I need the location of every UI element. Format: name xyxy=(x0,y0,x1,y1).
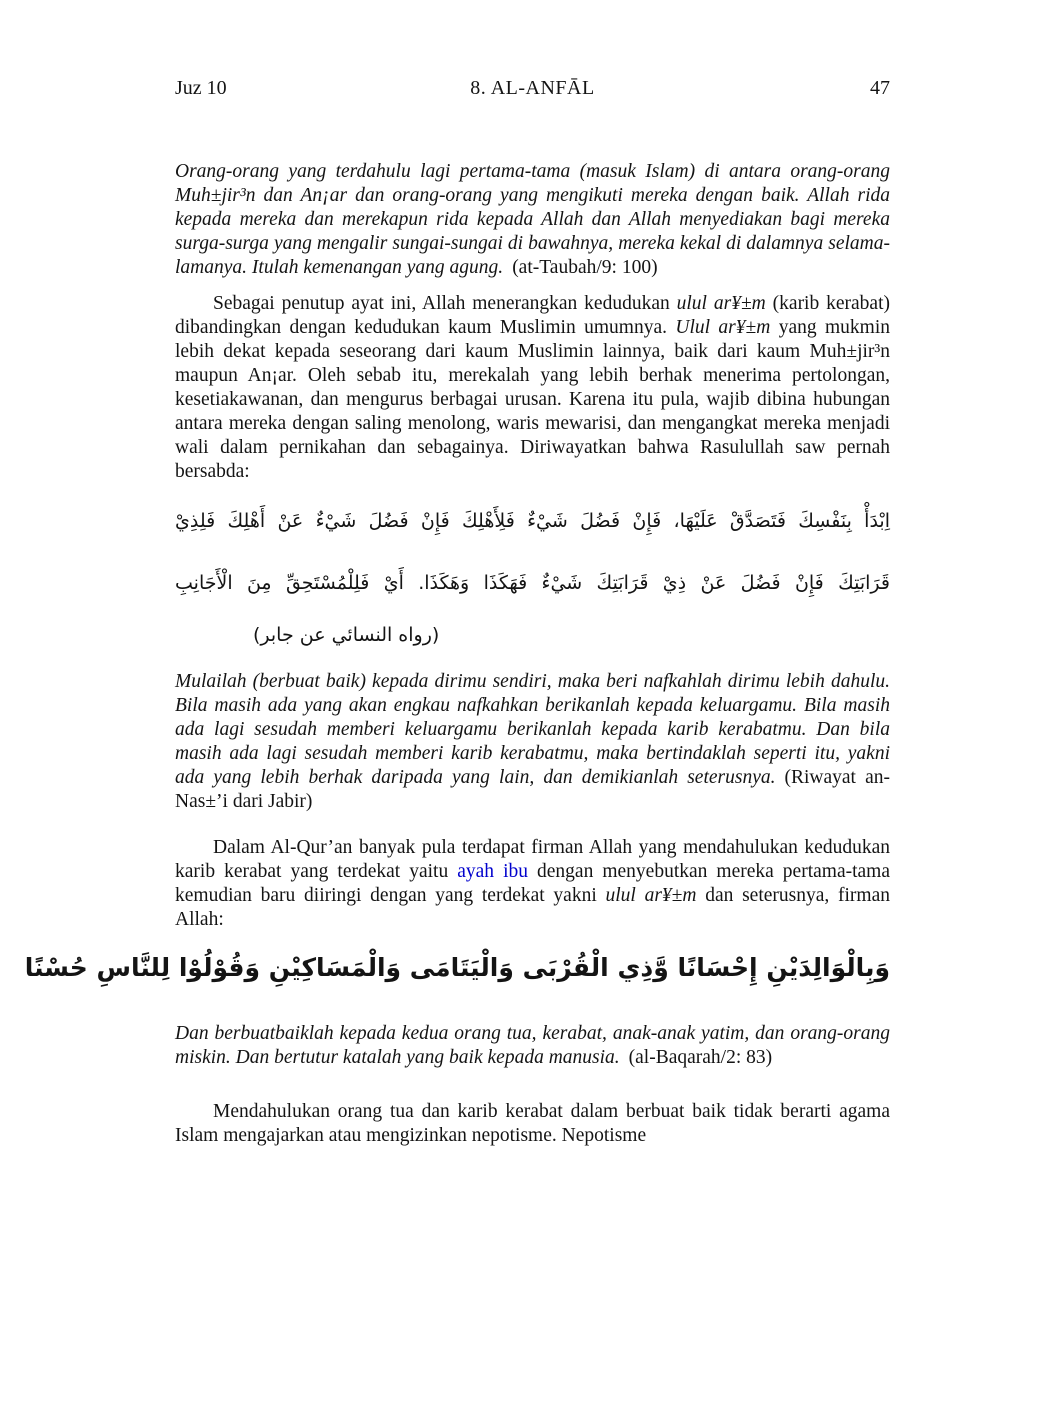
translation-al-baqarah-2-83 xyxy=(175,1022,890,1070)
hadith-arabic-line-2: قَرَابَتِكَ فَإِنْ فَضُلَ عَنْ ذِيْ قَرَابَتِكَ شَيْءٌ فَهَكَذَا وَهَكَذَا. أَيْ فَلِلْمُسْتَحِقِّ مِنَ الْأَجَانِبِ xyxy=(175,572,890,594)
juz-label: Juz 10 xyxy=(175,77,227,99)
verse-reference: (at-Taubah/9: 100) xyxy=(512,257,658,278)
translation-text: Orang-orang yang terdahulu lagi pertama-tama (masuk Islam) di antara orang-orang Muh±jir³n dan An¡ar dan orang-orang yang mengikuti mereka dengan baik. Allah rida kepada mereka dan merekapun rida kepada Allah dan Allah menyediakan bagi mereka surga-surga yang mengalir sungai-sungai di bawahnya, mereka kekal di dalamnya selama-lamanya. Itulah kemenangan yang agung. xyxy=(175,161,890,278)
surah-title: 8. AL-ANFĀL xyxy=(470,77,595,99)
term-ulul-arham: ulul ar¥±m xyxy=(676,293,766,314)
commentary-paragraph-2 xyxy=(175,836,890,932)
verse-reference: (al-Baqarah/2: 83) xyxy=(628,1047,773,1068)
commentary-run: dengan menyebutkan mereka pertama-tama kemudian baru diiringi dengan yang terdekat yakni xyxy=(175,861,890,906)
commentary-paragraph-1 xyxy=(175,292,890,484)
translation-text: Dan berbuatbaiklah kepada kedua orang tua, kerabat, anak-anak yatim, dan orang-orang miskin. Dan bertutur katalah yang baik kepada manusia. xyxy=(175,1023,890,1068)
commentary-run: dan seterusnya, firman Allah: xyxy=(175,885,890,930)
page-body xyxy=(24,160,890,1148)
term-ulul-arham: Ulul ar¥±m xyxy=(675,317,771,338)
commentary-run: yang mukmin lebih dekat kepada seseorang dari kaum Muslimin lainnya, baik dari kaum Muh±jir³n maupun An¡ar. Oleh sebab itu, merekalah yang lebih berhak menerima pertolongan, kesetiakawanan, dan mengurus berbagai urusan. Karena itu pula, wajib dibina hubungan antara mereka dengan saling menolong, waris mewarisi, dan mengangkat mereka menjadi wali dalam pernikahan dan sebagainya. Diriwayatkan bahwa Rasulullah saw pernah bersabda: xyxy=(175,317,890,482)
commentary-run: (karib kerabat) dibandingkan dengan kedudukan kaum Muslimin umumnya. xyxy=(175,293,890,338)
translation-at-taubah-9-100 xyxy=(175,160,890,280)
translation-text: Mulailah (berbuat baik) kepada dirimu sendiri, maka beri nafkahlah dirimu lebih dahulu. Bila masih ada yang akan engkau nafkahkan berikanlah kepada keluargamu. Bila masih ada lagi sesudah memberi keluargamu berikanlah kepada karib kerabatmu. Dan bila masih ada lagi sesudah memberi karib kerabatmu, maka bertindaklah seperti itu, yakni ada yang lebih berhak daripada yang lain, dan demikianlah seterusnya. xyxy=(175,671,890,788)
quran-verse-arabic: وَبِالْوَالِدَيْنِ إِحْسَانًا وَّذِي الْقُرْبَى وَالْيَتَامَى وَالْمَسَاكِيْنِ وَقُوْلُوْا لِلنَّاسِ حُسْنًا xyxy=(24,953,890,982)
hadith-reference: (Riwayat an-Nas±’i dari Jabir) xyxy=(175,767,890,812)
commentary-run: Sebagai penutup ayat ini, Allah menerangkan kedudukan xyxy=(213,293,677,314)
hadith-arabic-line-1: اِبْدَأْ بِنَفْسِكَ فَتَصَدَّقْ عَلَيْهَا، فَإِنْ فَضُلَ شَيْءٌ فَلِأَهْلِكَ فَإِنْ فَضُلَ شَيْءٌ عَنْ أَهْلِكَ فَلِذِيْ xyxy=(175,510,890,532)
running-header xyxy=(175,76,890,100)
commentary-run: Mendahulukan orang tua dan karib kerabat dalam berbuat baik tidak berarti agama Islam mengajarkan atau mengizinkan nepotisme. Nepotisme xyxy=(175,1101,890,1146)
commentary-paragraph-3 xyxy=(175,1100,890,1148)
hadith-attribution-text: (رواه النسائي عن جابر) xyxy=(253,624,440,646)
hadith-arabic xyxy=(175,490,890,614)
hadith-translation xyxy=(175,670,890,814)
commentary-run: Dalam Al-Qur’an banyak pula terdapat firman Allah yang mendahulukan kedudukan karib kerabat yang terdekat yaitu xyxy=(175,837,890,882)
term-ulul-arham: ulul ar¥±m xyxy=(605,885,697,906)
ayah-ibu-link[interactable]: ayah ibu xyxy=(457,861,528,882)
page-number: 47 xyxy=(870,77,890,99)
hadith-attribution xyxy=(175,614,890,656)
